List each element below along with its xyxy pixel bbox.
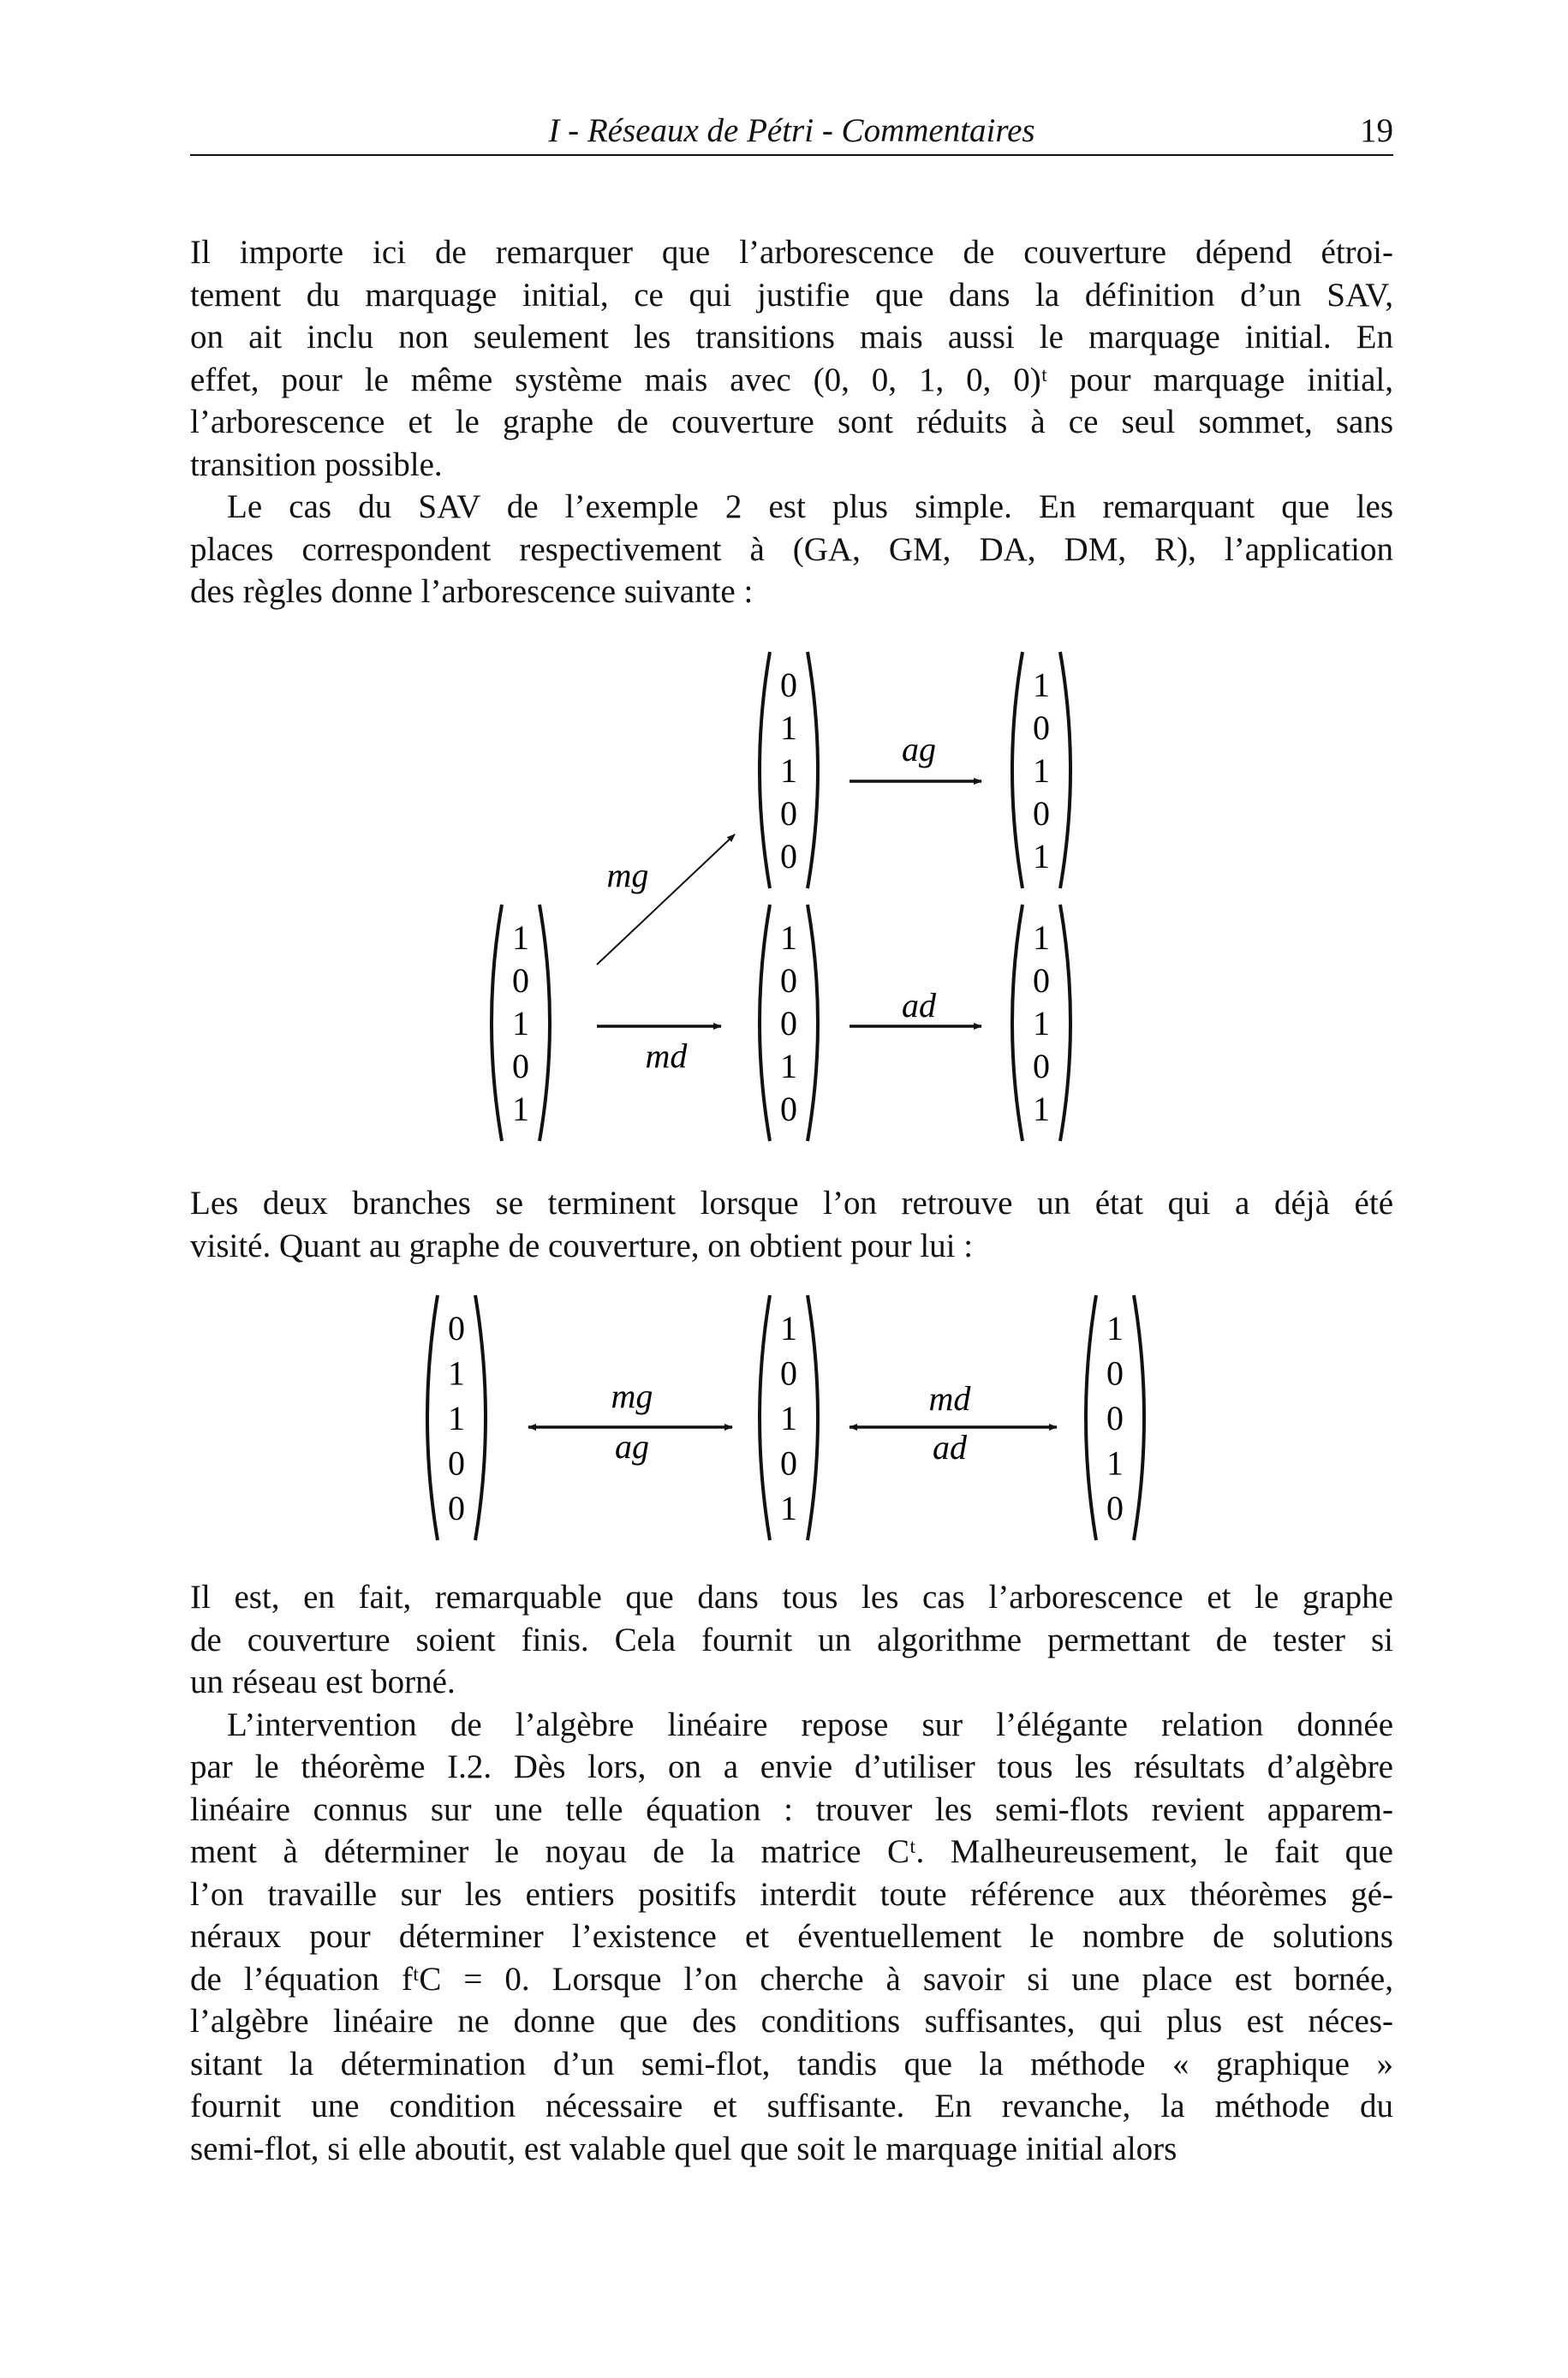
vector-entry: 1 [1033,1004,1050,1043]
vector-entry: 0 [1106,1489,1124,1527]
vector-entry: 0 [512,961,529,1000]
vector-entry: 0 [780,961,797,1000]
label-ag: ag [615,1427,649,1466]
vector-entry: 1 [780,1399,797,1437]
text-line: un réseau est borné. [190,1664,456,1700]
vector-entry: 1 [780,918,797,957]
text-line: Il est, en fait, remarquable que dans tous les cas l’arborescence et le graphe [190,1579,1393,1616]
left-paren [1086,1295,1096,1540]
right-paren [1060,905,1070,1141]
marking-right [1086,1295,1144,1540]
vector-entry: 1 [1033,918,1050,957]
vector-entry: 0 [1033,1047,1050,1085]
vector-entry: 0 [448,1309,465,1347]
text-line: ment à déterminer le noyau de la matrice Cᵗ. Malheureusement, le fait que [190,1833,1393,1870]
text-line: de couverture soient finis. Cela fournit un algorithme permettant de tester si [190,1621,1393,1658]
text-line: sitant la détermination d’un semi-flot, tandis que la méthode « graphique » [190,2045,1393,2082]
vector-entry: 1 [780,1309,797,1347]
text-line: l’arborescence et le graphe de couverture sont réduits à ce seul sommet, sans [190,403,1393,440]
label-ad: ad [902,986,936,1025]
text-line: semi-flot, si elle aboutit, est valable quel que soit le marquage initial alors [190,2130,1177,2167]
text-line: Les deux branches se terminent lorsque l’on retrouve un état qui a déjà été [190,1185,1393,1222]
marking-after-mg [760,652,818,888]
vector-entry: 0 [1106,1399,1124,1437]
text-line: fournit une condition nécessaire et suffisante. En revanche, la méthode du [190,2088,1393,2124]
vector-entry: 1 [780,1047,797,1085]
vector-entry: 1 [780,751,797,790]
text-line: linéaire connus sur une telle équation : trouver les semi-flots revient apparem- [190,1790,1393,1828]
label-mg: mg [611,1377,653,1415]
text-line: tement du marquage initial, ce qui justifie que dans la définition d’un SAV, [190,276,1393,314]
marking-left [427,1295,486,1540]
vector-entry: 0 [1033,794,1050,833]
text-line: Il importe ici de remarquer que l’arborescence de couverture dépend étroi- [190,234,1393,271]
label-ag: ag [902,730,936,768]
text-line: Le cas du SAV de l’exemple 2 est plus simple. En remarquant que les [227,488,1393,525]
right-paren [1060,652,1070,888]
vector-entry: 0 [1033,961,1050,1000]
text-line: L’intervention de l’algèbre linéaire repose sur l’élégante relation donnée [227,1706,1393,1743]
vector-entry: 0 [780,1353,797,1393]
label-md: md [928,1379,971,1418]
text-line: par le théorème I.2. Dès lors, on a envie d’utiliser tous les résultats d’algèbre [190,1748,1393,1785]
right-paren [1134,1295,1144,1540]
vector-entry: 1 [1033,837,1050,875]
left-paren [1012,652,1022,888]
vector-entry: 1 [1106,1309,1124,1347]
vector-entry: 0 [1106,1353,1124,1393]
left-paren [760,1295,770,1540]
text-line: l’on travaille sur les entiers positifs interdit toute référence aux théorèmes gé- [190,1875,1393,1913]
vector-entry: 1 [1033,666,1050,704]
vector-entry: 1 [1106,1443,1124,1483]
marking-after-md [760,905,818,1141]
vector-entry: 0 [780,1004,797,1043]
vector-entry: 1 [780,708,797,747]
vector-entry: 1 [780,1489,797,1527]
text-line: l’algèbre linéaire ne donne que des conditions suffisantes, qui plus est néces- [190,2003,1393,2040]
right-paren [808,1295,818,1540]
marking-after-ag [1012,652,1070,888]
vector-entry: 0 [512,1047,529,1085]
vector-entry: 0 [1033,708,1050,747]
left-paren [1012,905,1022,1141]
vector-entry: 1 [512,1004,529,1043]
vector-entry: 0 [780,794,797,833]
vector-entry: 1 [448,1353,465,1393]
vector-entry: 1 [448,1399,465,1437]
text-line: des règles donne l’arborescence suivante : [190,573,754,610]
text-line: visité. Quant au graphe de couverture, on obtient pour lui : [190,1227,974,1264]
vector-entry: 1 [1033,1090,1050,1128]
marking-root [492,905,550,1141]
coverage-tree-diagram [492,652,1070,1141]
running-header-title: I - Réseaux de Pétri - Commentaires [548,112,1035,149]
label-md: md [645,1037,688,1075]
left-paren [427,1295,438,1540]
vector-entry: 0 [780,666,797,704]
label-mg: mg [606,856,649,894]
vector-entry: 0 [780,1090,797,1128]
right-paren [540,905,550,1141]
page-number: 19 [1360,112,1393,149]
right-paren [475,1295,486,1540]
arrow-mg [597,834,735,965]
left-paren [760,905,770,1141]
text-line: effet, pour le même système mais avec (0, 0, 1, 0, 0)ᵗ pour marquage initial, [190,361,1393,398]
text-line: de l’équation fᵗC = 0. Lorsque l’on cherche à savoir si une place est bornée, [190,1960,1393,1998]
vector-entry: 0 [780,837,797,875]
text-line: on ait inclu non seulement les transitions mais aussi le marquage initial. En [190,319,1393,356]
vector-entry: 0 [780,1443,797,1483]
vector-entry: 1 [512,918,529,957]
vector-entry: 0 [448,1489,465,1527]
vector-entry: 1 [512,1090,529,1128]
text-line: transition possible. [190,445,443,483]
label-ad: ad [933,1428,967,1467]
marking-after-ad [1012,905,1070,1141]
left-paren [492,905,502,1141]
text-line: néraux pour déterminer l’existence et éventuellement le nombre de solutions [190,1918,1393,1955]
coverage-graph-diagram [427,1295,1144,1540]
text-line: places correspondent respectivement à (GA, GM, DA, DM, R), l’application [190,530,1393,568]
right-paren [808,905,818,1141]
marking-center [760,1295,818,1540]
right-paren [808,652,818,888]
vector-entry: 1 [1033,751,1050,790]
left-paren [760,652,770,888]
vector-entry: 0 [448,1443,465,1483]
